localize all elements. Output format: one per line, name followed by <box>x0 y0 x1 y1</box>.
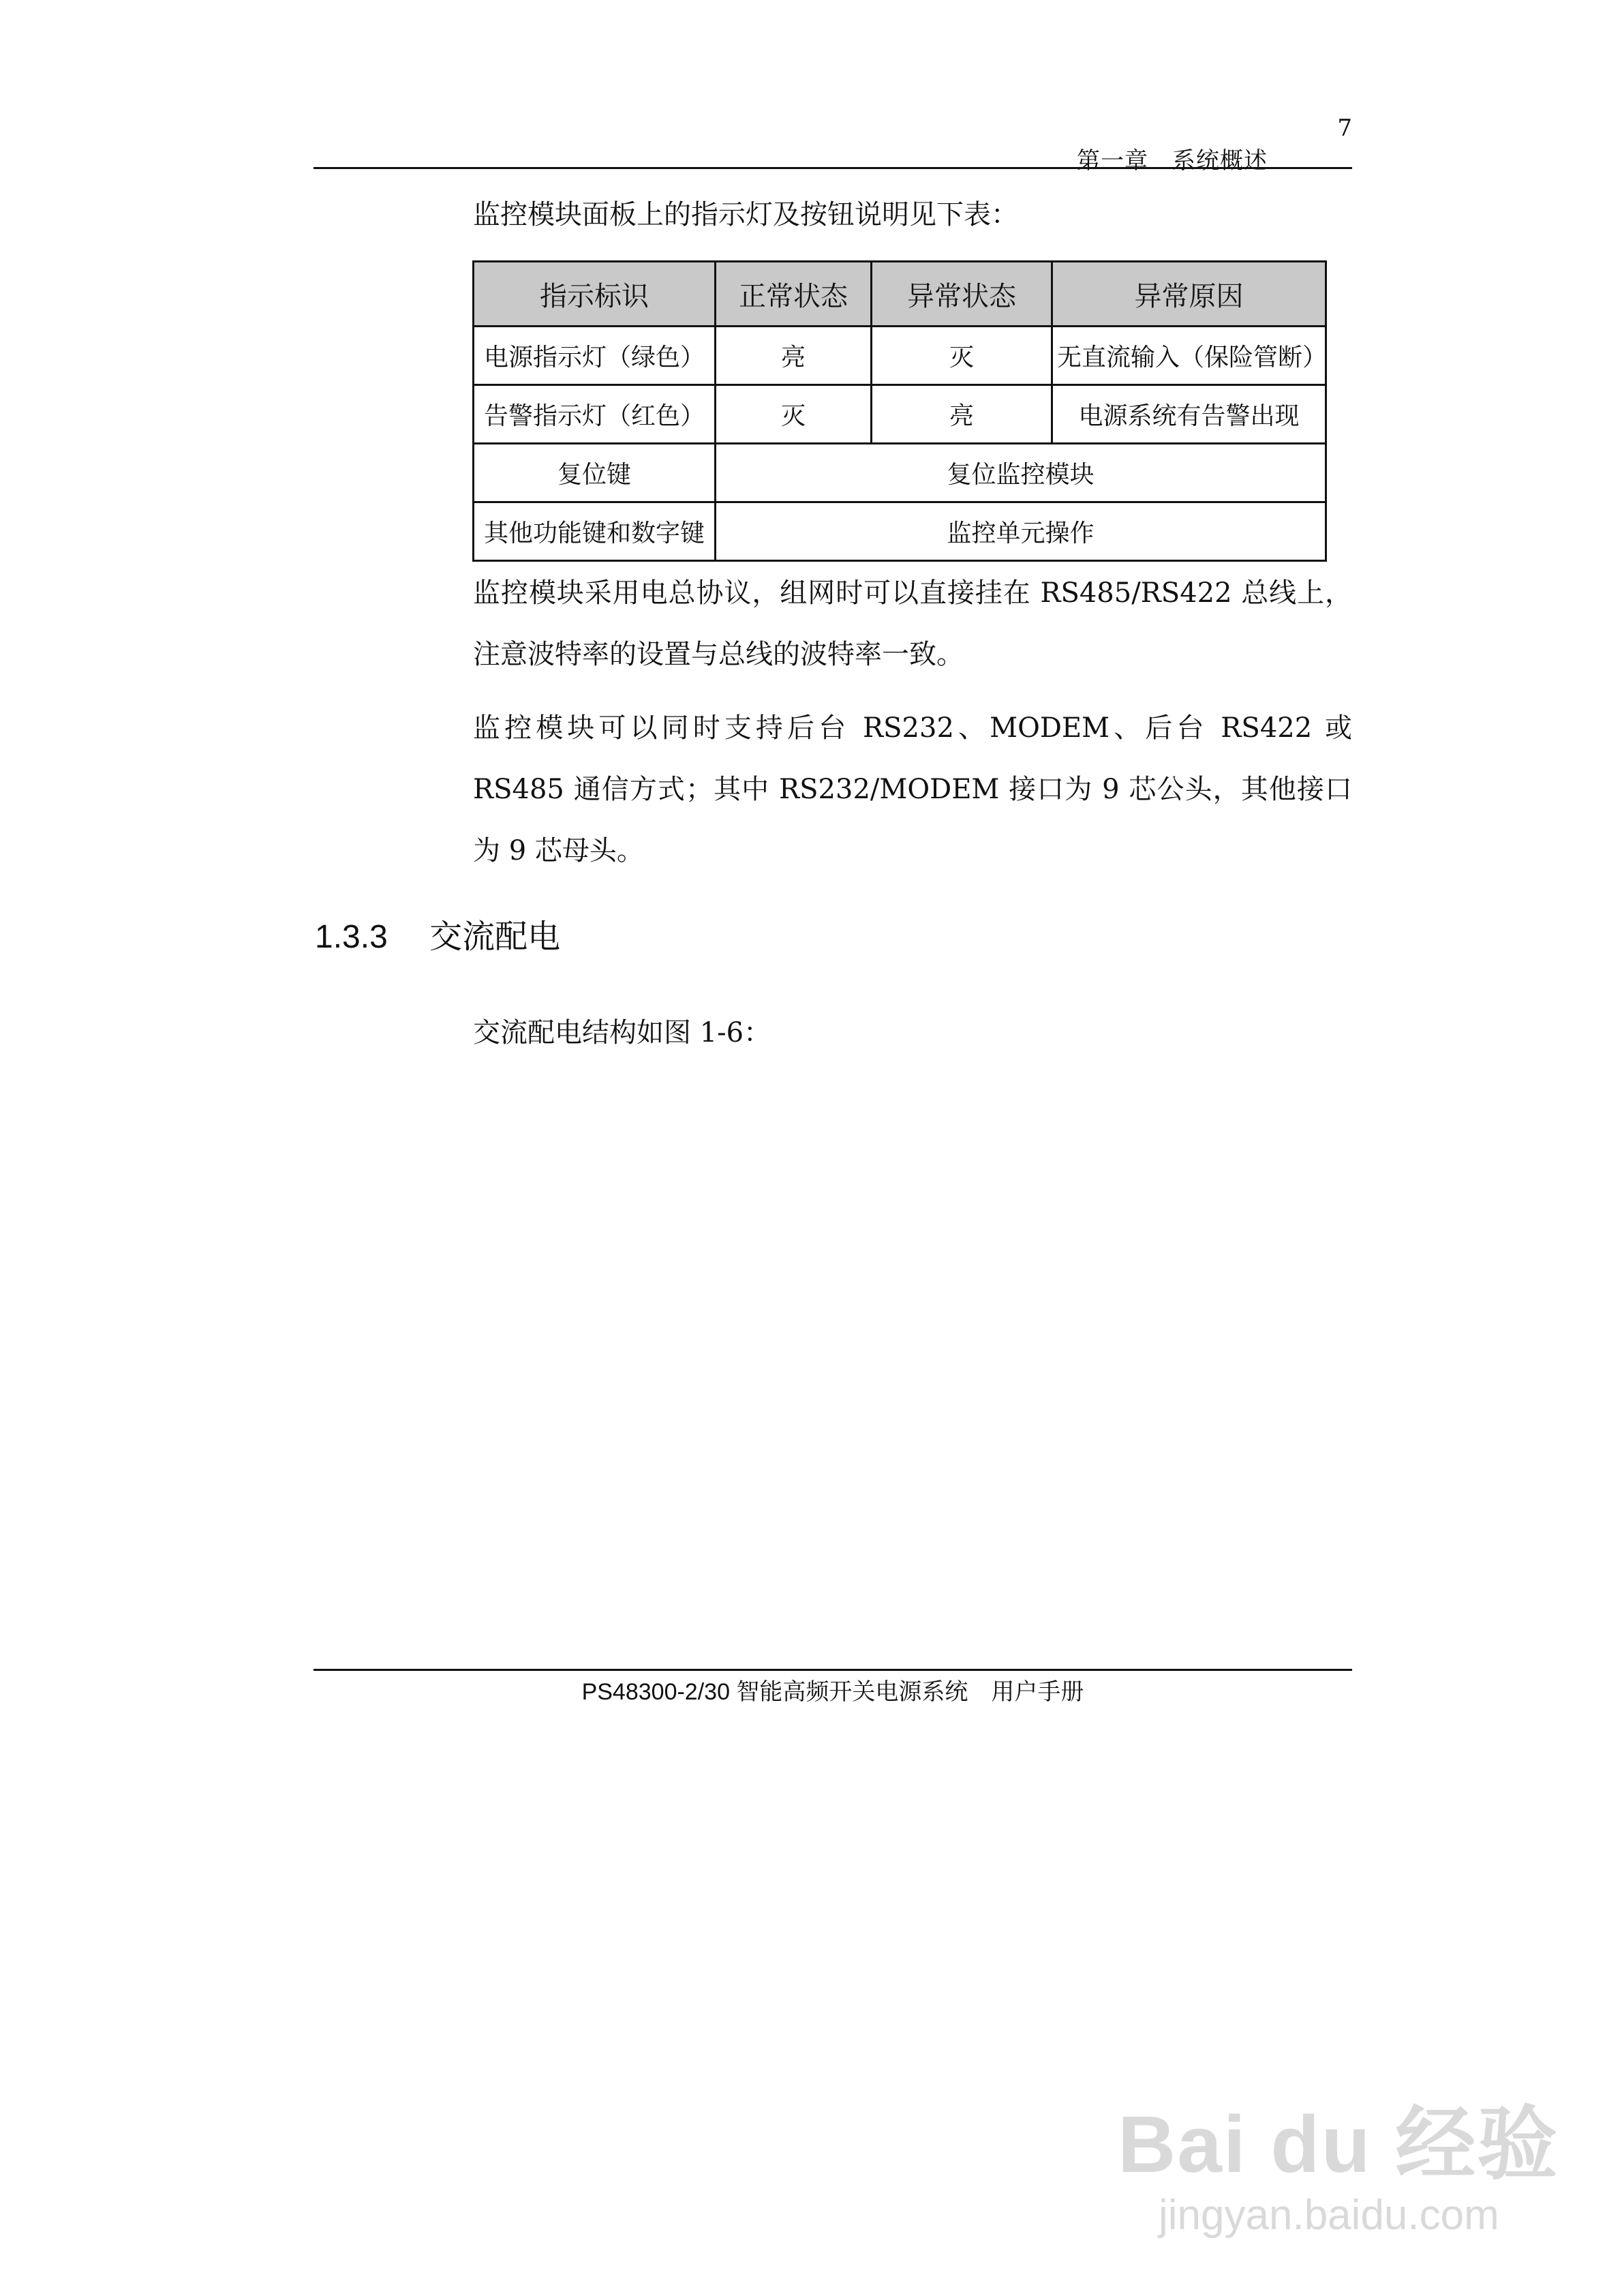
chapter-title: 第一章 系统概述 <box>1077 147 1268 175</box>
table-cell: 监控单元操作 <box>716 502 1326 561</box>
table-row <box>474 502 1326 561</box>
table-cell: 无直流输入（保险管断） <box>1052 327 1326 385</box>
watermark-logo: Bai du 经验 <box>1118 2100 1559 2190</box>
intro-paragraph: 监控模块面板上的指示灯及按钮说明见下表： <box>473 199 1018 230</box>
table-header-cell: 指示标识 <box>474 262 716 327</box>
table-cell: 亮 <box>872 385 1052 444</box>
table-header-cell: 异常原因 <box>1052 262 1326 327</box>
table-cell: 复位键 <box>474 444 716 502</box>
protocol-paragraph: 监控模块采用电总协议，组网时可以直接挂在 RS485/RS422 总线上，注意波特率的设置与总线的波特率一致。 <box>473 577 1352 670</box>
table-cell: 复位监控模块 <box>716 444 1326 502</box>
table-header-cell: 正常状态 <box>716 262 872 327</box>
interface-paragraph: 监控模块可以同时支持后台 RS232、MODEM、后台 RS422 或 RS485 通信方式；其中 RS232/MODEM 接口为 9 芯公头，其他接口为 9 芯母头。 <box>473 712 1352 866</box>
page-footer: PS48300-2/30 智能高频开关电源系统 用户手册 <box>581 1679 1084 1705</box>
table-cell: 电源系统有告警出现 <box>1052 385 1326 444</box>
running-header <box>1060 115 1268 175</box>
page-number: 7 <box>1337 115 1352 142</box>
indicator-table <box>472 260 1327 562</box>
table-row <box>474 385 1326 444</box>
footer-rule <box>313 1669 1352 1671</box>
table-cell: 灭 <box>716 385 872 444</box>
table-cell: 灭 <box>872 327 1052 385</box>
table-header-row <box>474 262 1326 327</box>
section-title: 交流配电 <box>429 919 561 955</box>
table-cell: 其他功能键和数字键 <box>474 502 716 561</box>
section-paragraph: 交流配电结构如图 1-6： <box>473 1017 771 1048</box>
table-cell: 电源指示灯（绿色） <box>474 327 716 385</box>
table-header-cell: 异常状态 <box>872 262 1052 327</box>
header-rule <box>313 167 1352 169</box>
table-cell: 亮 <box>716 327 872 385</box>
table-row <box>474 444 1326 502</box>
section-heading <box>315 910 560 957</box>
watermark-url: jingyan.baidu.com <box>1159 2192 1499 2239</box>
section-number: 1.3.3 <box>315 919 388 955</box>
table-cell: 告警指示灯（红色） <box>474 385 716 444</box>
baidu-watermark <box>1118 2079 1595 2256</box>
table-row <box>474 327 1326 385</box>
